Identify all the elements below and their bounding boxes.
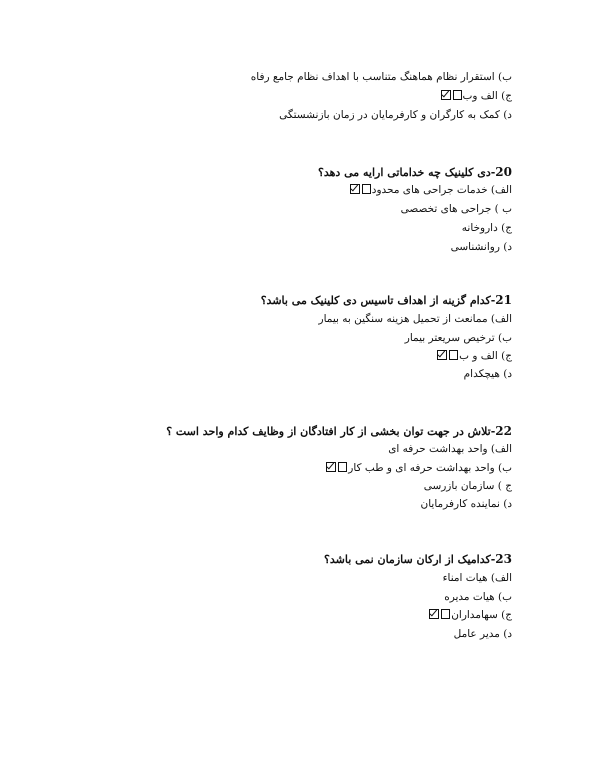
checkbox-checked-icon (441, 90, 451, 100)
q23-option-b: ب) هیات مدیره (444, 591, 512, 603)
question-22: 22-تلاش در جهت توان بخشی از کار افتادگان از وظایف کدام واحد است ؟ (166, 424, 512, 438)
option-d: د) کمک به کارگران و کارفرمایان در زمان بازنشستگی (279, 109, 512, 121)
question-20: 20-دی کلینیک چه خداماتی ارایه می دهد؟ (318, 165, 512, 179)
q22-option-d: د) نماینده کارفرمایان (420, 498, 512, 510)
q21-option-b: ب) ترخیص سریعتر بیمار (404, 332, 512, 344)
q23-option-c-answer: ج) سهامداران (429, 608, 512, 622)
q20-option-c: ج) داروخانه (461, 222, 512, 234)
q23-option-a: الف) هیات امناء (442, 572, 512, 584)
q22-option-c: ج ) سازمان بازرسی (423, 480, 512, 492)
checkbox-checked-icon (350, 184, 360, 194)
box-icon (441, 609, 450, 619)
q23-option-d: د) مدیر عامل (453, 628, 512, 640)
option-c-answer: ج) الف وب (441, 89, 513, 103)
box-icon (449, 350, 458, 360)
checkbox-checked-icon (437, 350, 447, 360)
q20-option-a-answer: الف) خدمات جراحی های محدود (350, 183, 512, 197)
question-21: 21-کدام گزینه از اهداف تاسیس دی کلینیک می باشد؟ (260, 293, 512, 307)
question-23: 23-کدامیک از ارکان سازمان نمی باشد؟ (324, 552, 512, 566)
box-icon (362, 184, 371, 194)
checkbox-checked-icon (429, 609, 439, 619)
checkbox-checked-icon (326, 462, 336, 472)
q22-option-a: الف) واحد بهداشت حرفه ای (388, 443, 512, 455)
box-icon (338, 462, 347, 472)
q21-option-d: د) هیچکدام (463, 368, 512, 380)
q20-option-d: د) روانشناسی (450, 241, 512, 253)
q22-option-b-answer: ب) واحد بهداشت حرفه ای و طب کار (326, 461, 512, 475)
option-b: ب) استقرار نظام هماهنگ متناسب با اهداف نظام جامع رفاه (250, 71, 512, 83)
box-icon (453, 90, 462, 100)
q21-option-a: الف) ممانعت از تحمیل هزینه سنگین به بیمار (318, 313, 512, 325)
q21-option-c-answer: ج) الف و ب (437, 349, 512, 363)
q20-option-b: ب ) جراحی های تخصصی (400, 203, 512, 215)
